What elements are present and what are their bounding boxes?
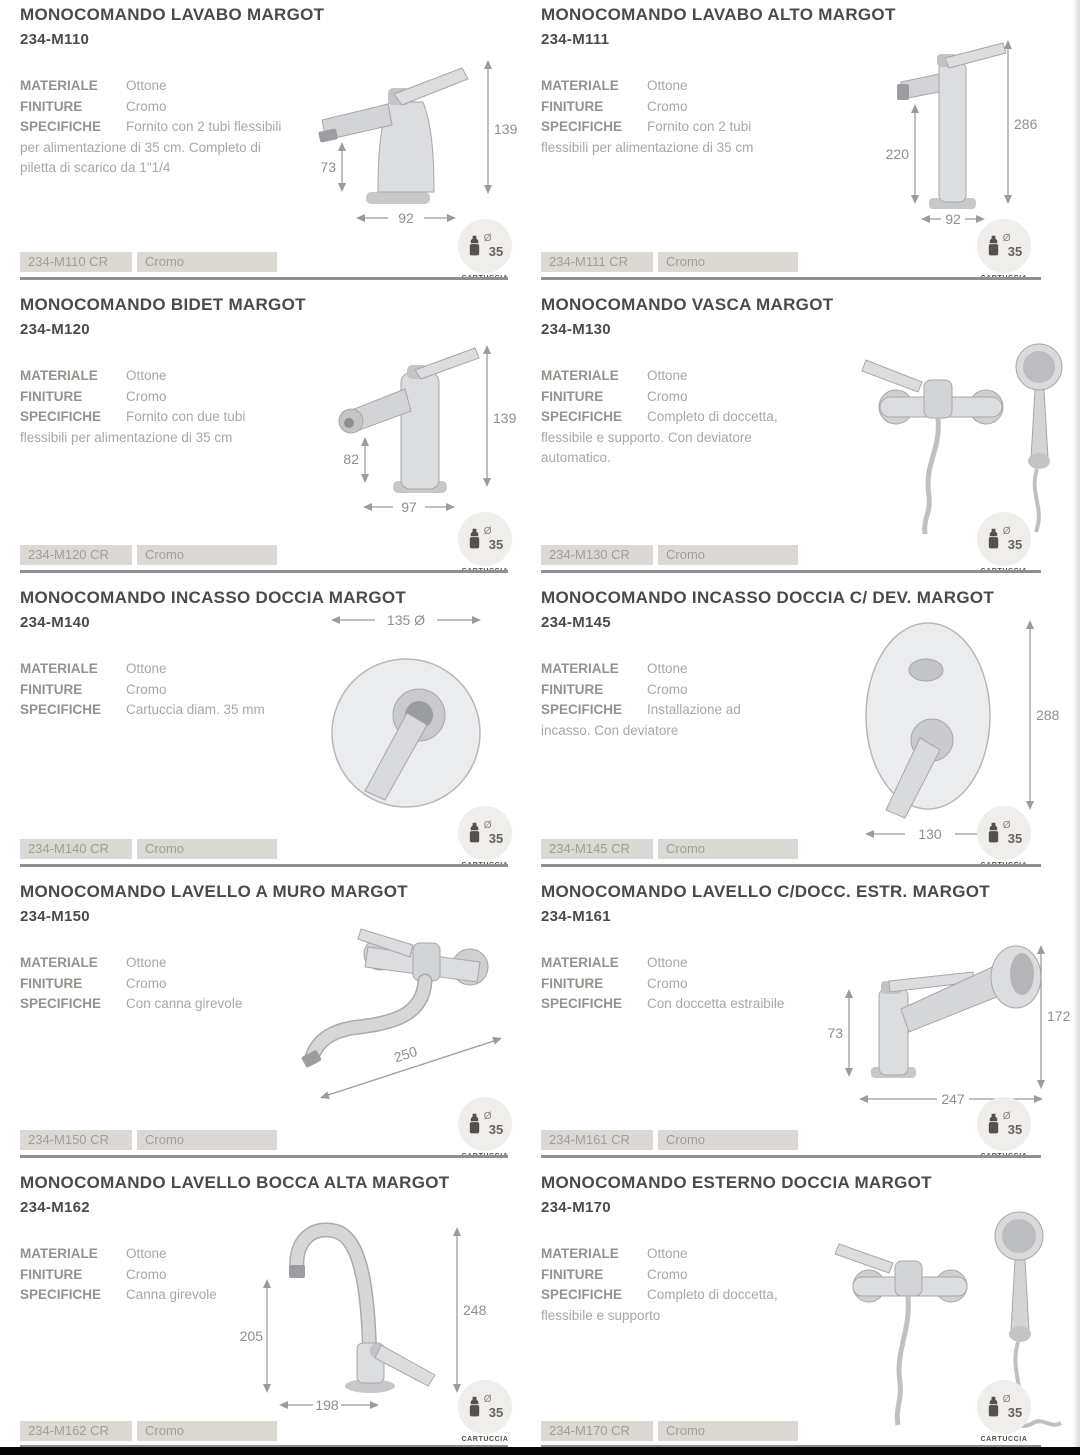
variant-bar [541, 252, 798, 272]
spec-row-finiture: FINITURE Cromo [20, 388, 167, 404]
variant-code: 234-M162 CR [20, 1421, 132, 1441]
spec-value: Cromo [126, 975, 167, 991]
spec-row-materiale: MATERIALE Ottone [20, 368, 167, 383]
product-card-234-m140 [0, 583, 535, 877]
variant-bar [541, 839, 798, 859]
dimension-label: 288 [1036, 707, 1060, 723]
spec-value: Cromo [647, 681, 688, 697]
diameter-value: 35 [488, 1122, 504, 1137]
spec-row-materiale: MATERIALE Ottone [20, 78, 167, 93]
dimension-label: 130 [918, 826, 942, 842]
cell-divider [20, 1155, 508, 1158]
spec-row-specifiche: SPECIFICHE Canna girevole [20, 1287, 217, 1303]
cell-divider [20, 864, 508, 867]
spec-value: Canna girevole [126, 1287, 217, 1303]
bidet-mixer-illustration [285, 315, 520, 545]
diameter-symbol: Ø [1002, 1111, 1011, 1122]
product-title: MONOCOMANDO BIDET MARGOT [20, 295, 306, 314]
diameter-value: 35 [1007, 244, 1023, 259]
spec-row-materiale: MATERIALE Ottone [541, 368, 688, 383]
cartridge-icon [467, 822, 482, 844]
spec-row-specifiche: SPECIFICHE Fornito con 2 tubi flessibili per alimentazione di 35 cm. Completo di piletta di scarico da 1"1/4 [20, 119, 282, 176]
variant-code: 234-M111 CR [541, 252, 653, 272]
spec-value: Ottone [126, 368, 167, 383]
diameter-value: 35 [488, 1405, 504, 1420]
product-code: 234-M161 [541, 908, 611, 925]
cartridge-badge [449, 1380, 521, 1443]
product-title: MONOCOMANDO LAVELLO A MURO MARGOT [20, 882, 408, 901]
dimension-label: 286 [1014, 116, 1038, 132]
diameter-symbol: Ø [483, 526, 492, 537]
cartridge-icon [986, 528, 1001, 550]
product-card-234-m130 [535, 290, 1080, 583]
cartridge-badge [968, 1380, 1040, 1443]
spec-table [541, 953, 789, 1015]
variant-bar [20, 545, 277, 565]
spec-value: Ottone [126, 661, 167, 676]
product-code: 234-M162 [20, 1199, 90, 1216]
variant-finish: Cromo [658, 1421, 798, 1441]
product-title: MONOCOMANDO INCASSO DOCCIA MARGOT [20, 588, 407, 607]
diameter-symbol: Ø [483, 1111, 492, 1122]
spec-row-finiture: FINITURE Cromo [20, 98, 167, 114]
product-title: MONOCOMANDO LAVELLO C/DOCC. ESTR. MARGOT [541, 882, 990, 901]
cartridge-icon [986, 235, 1001, 257]
product-title: MONOCOMANDO INCASSO DOCCIA C/ DEV. MARGOT [541, 588, 995, 607]
product-figure [803, 897, 1071, 1122]
variant-bar [20, 1130, 277, 1150]
spec-value: Ottone [647, 661, 688, 676]
spec-row-finiture: FINITURE Cromo [20, 681, 167, 697]
product-code: 234-M110 [20, 31, 90, 48]
spec-value: Con doccetta estraibile [647, 996, 785, 1012]
spec-table [20, 76, 282, 179]
spec-value: Cartuccia diam. 35 mm [126, 702, 265, 718]
spec-table [20, 953, 282, 1015]
spec-row-materiale: MATERIALE Ottone [541, 661, 688, 676]
spec-row-materiale: MATERIALE Ottone [20, 1246, 167, 1261]
product-title: MONOCOMANDO LAVELLO BOCCA ALTA MARGOT [20, 1173, 450, 1192]
spec-row-specifiche: SPECIFICHE Installazione ad incasso. Con deviatore [541, 702, 741, 738]
cell-divider [541, 570, 1041, 573]
diameter-symbol: Ø [483, 233, 492, 244]
dimension-label: 250 [391, 1043, 420, 1066]
diameter-symbol: Ø [1002, 233, 1011, 244]
variant-bar [541, 1130, 798, 1150]
product-title: MONOCOMANDO LAVABO MARGOT [20, 5, 325, 24]
spec-value: Cromo [126, 388, 167, 404]
product-card-234-m111 [535, 0, 1080, 290]
spec-row-materiale: MATERIALE Ottone [541, 1246, 688, 1261]
variant-code: 234-M140 CR [20, 839, 132, 859]
dimension-label: 92 [945, 211, 961, 227]
variant-finish: Cromo [658, 252, 798, 272]
dimension-label: 97 [401, 499, 417, 515]
variant-bar [20, 1421, 277, 1441]
cell-divider [541, 864, 1041, 867]
product-code: 234-M145 [541, 614, 611, 631]
variant-finish: Cromo [658, 1130, 798, 1150]
pullout-sink-mixer-illustration [803, 897, 1071, 1122]
product-card-234-m110 [0, 0, 535, 290]
spec-row-finiture: FINITURE Cromo [541, 98, 688, 114]
variant-finish: Cromo [658, 545, 798, 565]
cartridge-badge [449, 806, 521, 869]
product-card-234-m150 [0, 877, 535, 1168]
spec-table [20, 659, 282, 721]
product-figure [810, 310, 1065, 540]
spec-value: Cromo [647, 388, 688, 404]
spec-value: Cromo [126, 681, 167, 697]
dimension-label: 135 Ø [386, 612, 426, 628]
cartridge-badge [449, 512, 521, 575]
spec-value: Fornito con 2 tubi flessibili per alimentazione di 35 cm. Completo di piletta di scarico da 1"1/4 [20, 119, 282, 176]
bath-mixer-illustration [810, 310, 1065, 540]
variant-finish: Cromo [137, 1130, 277, 1150]
cell-divider [20, 277, 508, 280]
dimension-label: 139 [493, 410, 517, 426]
cartridge-icon [986, 1113, 1001, 1135]
spec-value: Ottone [126, 78, 167, 93]
cartridge-badge [968, 219, 1040, 282]
product-title: MONOCOMANDO LAVABO ALTO MARGOT [541, 5, 896, 24]
product-code: 234-M130 [541, 321, 611, 338]
cartridge-icon [467, 1396, 482, 1418]
spec-row-finiture: FINITURE Cromo [20, 975, 167, 991]
spec-value: Cromo [126, 98, 167, 114]
variant-finish: Cromo [137, 1421, 277, 1441]
spec-row-finiture: FINITURE Cromo [541, 388, 688, 404]
cartridge-badge [449, 219, 521, 282]
product-code: 234-M140 [20, 614, 90, 631]
variant-code: 234-M161 CR [541, 1130, 653, 1150]
dimension-label: 220 [885, 146, 909, 162]
variant-bar [541, 545, 798, 565]
variant-finish: Cromo [137, 839, 277, 859]
badge-label: CARTUCCIA [980, 1436, 1028, 1443]
cartridge-badge [449, 1097, 521, 1160]
spec-value: Cromo [126, 1266, 167, 1282]
spec-row-specifiche: SPECIFICHE Cartuccia diam. 35 mm [20, 702, 265, 718]
product-card-234-m120 [0, 290, 535, 583]
concealed-shower-mixer-illustration [285, 598, 530, 833]
dimension-label: 172 [1047, 1008, 1071, 1024]
spec-value: Ottone [647, 955, 688, 970]
spec-value: Cromo [647, 1266, 688, 1282]
variant-finish: Cromo [137, 252, 277, 272]
variant-code: 234-M130 CR [541, 545, 653, 565]
dimension-label: 82 [343, 451, 359, 467]
variant-bar [20, 839, 277, 859]
spec-value: Ottone [647, 1246, 688, 1261]
spec-row-materiale: MATERIALE Ottone [20, 661, 167, 676]
product-card-234-m170 [535, 1168, 1080, 1447]
dimension-label: 73 [320, 159, 336, 175]
variant-code: 234-M170 CR [541, 1421, 653, 1441]
spec-row-finiture: FINITURE Cromo [20, 1266, 167, 1282]
spec-value: Fornito con due tubi flessibili per alimentazione di 35 cm [20, 409, 246, 445]
diameter-value: 35 [1007, 831, 1023, 846]
spec-value: Fornito con 2 tubi flessibili per alimentazione di 35 cm [541, 119, 754, 155]
product-card-234-m162 [0, 1168, 535, 1447]
spec-value: Ottone [126, 955, 167, 970]
dimension-label: 139 [494, 121, 518, 137]
diameter-value: 35 [1007, 537, 1023, 552]
spec-table [541, 1244, 789, 1326]
dimension-label: 198 [315, 1397, 339, 1413]
diameter-value: 35 [488, 831, 504, 846]
dimension-label: 92 [398, 210, 414, 226]
variant-finish: Cromo [658, 839, 798, 859]
cell-divider [541, 277, 1041, 280]
cartridge-badge [968, 1097, 1040, 1160]
spec-value: Completo di doccetta, flessibile e supporto [541, 1287, 778, 1323]
dimension-label: 247 [941, 1091, 965, 1107]
cartridge-badge [968, 512, 1040, 575]
cartridge-icon [467, 235, 482, 257]
cartridge-badge [968, 806, 1040, 869]
product-card-234-m161 [535, 877, 1080, 1168]
diameter-value: 35 [1007, 1405, 1023, 1420]
product-figure [285, 598, 530, 833]
spec-row-finiture: FINITURE Cromo [541, 1266, 688, 1282]
variant-code: 234-M120 CR [20, 545, 132, 565]
cell-divider [20, 570, 508, 573]
product-title: MONOCOMANDO VASCA MARGOT [541, 295, 834, 314]
spec-value: Ottone [647, 78, 688, 93]
spec-value: Con canna girevole [126, 996, 243, 1012]
cartridge-icon [986, 1396, 1001, 1418]
diameter-symbol: Ø [1002, 526, 1011, 537]
dimension-label: 73 [827, 1025, 843, 1041]
spec-value: Cromo [647, 98, 688, 114]
product-code: 234-M120 [20, 321, 90, 338]
dimension-label: 205 [239, 1328, 263, 1344]
variant-bar [20, 252, 277, 272]
cartridge-icon [986, 822, 1001, 844]
diameter-symbol: Ø [1002, 1394, 1011, 1405]
spec-table [541, 659, 789, 741]
spec-row-specifiche: SPECIFICHE Fornito con 2 tubi flessibili per alimentazione di 35 cm [541, 119, 754, 155]
spec-value: Installazione ad incasso. Con deviatore [541, 702, 741, 738]
spec-row-materiale: MATERIALE Ottone [20, 955, 167, 970]
diameter-value: 35 [488, 244, 504, 259]
page-bottom-strip [0, 1447, 1080, 1455]
diameter-value: 35 [1007, 1122, 1023, 1137]
spec-row-specifiche: SPECIFICHE Completo di doccetta, flessibile e supporto. Con deviatore automatico. [541, 409, 778, 466]
product-code: 234-M170 [541, 1199, 611, 1216]
product-figure [285, 315, 520, 545]
product-code: 234-M150 [20, 908, 90, 925]
spec-table [541, 366, 789, 469]
dimension-label: 248 [463, 1302, 487, 1318]
cartridge-icon [467, 528, 482, 550]
variant-bar [541, 1421, 798, 1441]
variant-finish: Cromo [137, 545, 277, 565]
spec-value: Ottone [647, 368, 688, 383]
diameter-symbol: Ø [483, 1394, 492, 1405]
spec-value: Cromo [647, 975, 688, 991]
diameter-symbol: Ø [1002, 820, 1011, 831]
variant-code: 234-M145 CR [541, 839, 653, 859]
spec-row-specifiche: SPECIFICHE Con doccetta estraibile [541, 996, 785, 1012]
diameter-symbol: Ø [483, 820, 492, 831]
product-code: 234-M111 [541, 31, 610, 48]
spec-row-specifiche: SPECIFICHE Completo di doccetta, flessibile e supporto [541, 1287, 778, 1323]
product-title: MONOCOMANDO ESTERNO DOCCIA MARGOT [541, 1173, 932, 1192]
spec-value: Ottone [126, 1246, 167, 1261]
spec-row-specifiche: SPECIFICHE Con canna girevole [20, 996, 243, 1012]
spec-row-finiture: FINITURE Cromo [541, 975, 688, 991]
variant-code: 234-M150 CR [20, 1130, 132, 1150]
cartridge-icon [467, 1113, 482, 1135]
spec-row-materiale: MATERIALE Ottone [541, 955, 688, 970]
spec-value: Completo di doccetta, flessibile e supporto. Con deviatore automatico. [541, 409, 778, 466]
spec-row-finiture: FINITURE Cromo [541, 681, 688, 697]
spec-table [20, 366, 282, 448]
spec-row-specifiche: SPECIFICHE Fornito con due tubi flessibili per alimentazione di 35 cm [20, 409, 246, 445]
cell-divider [541, 1155, 1041, 1158]
page-edge-shadow [1073, 0, 1080, 1455]
badge-label: CARTUCCIA [461, 1436, 509, 1443]
product-card-234-m145 [535, 583, 1080, 877]
spec-table [541, 76, 789, 158]
spec-row-materiale: MATERIALE Ottone [541, 78, 688, 93]
variant-code: 234-M110 CR [20, 252, 132, 272]
diameter-value: 35 [488, 537, 504, 552]
